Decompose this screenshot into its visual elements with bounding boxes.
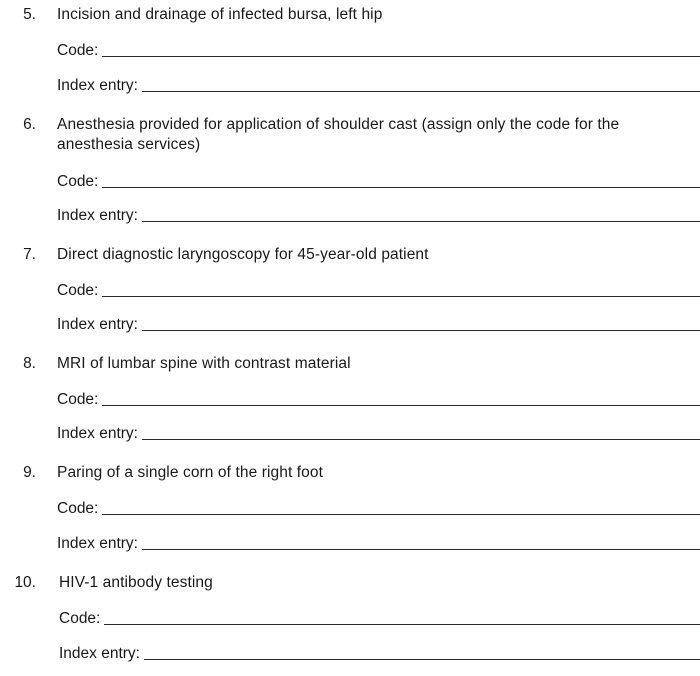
index-entry-blank-line[interactable] xyxy=(142,330,700,331)
code-blank-line[interactable] xyxy=(102,514,700,515)
code-blank-line[interactable] xyxy=(102,56,700,57)
index-entry-answer-field[interactable] xyxy=(57,534,700,554)
code-blank-line[interactable] xyxy=(102,405,700,406)
index-entry-answer-field[interactable] xyxy=(57,424,700,444)
index-entry-label: Index entry: xyxy=(57,77,138,94)
code-label: Code: xyxy=(57,173,99,190)
question-number: 6. xyxy=(23,116,36,133)
code-blank-line[interactable] xyxy=(102,187,700,188)
index-entry-label: Index entry: xyxy=(57,535,138,552)
code-answer-field[interactable] xyxy=(57,172,700,192)
code-label: Code: xyxy=(57,391,99,408)
index-entry-label: Index entry: xyxy=(57,207,138,224)
code-label: Code: xyxy=(57,282,99,299)
index-entry-blank-line[interactable] xyxy=(142,221,700,222)
question-text: HIV-1 antibody testing xyxy=(59,574,213,591)
question-text: Direct diagnostic laryngoscopy for 45-year-old patient xyxy=(57,246,429,263)
code-answer-field[interactable] xyxy=(57,281,700,301)
index-entry-answer-field[interactable] xyxy=(57,76,700,96)
code-label: Code: xyxy=(59,610,101,627)
index-entry-label: Index entry: xyxy=(57,316,138,333)
code-label: Code: xyxy=(57,42,99,59)
question-text: MRI of lumbar spine with contrast material xyxy=(57,355,351,372)
question-number: 10. xyxy=(14,574,36,591)
index-entry-blank-line[interactable] xyxy=(142,549,700,550)
question-number: 9. xyxy=(23,464,36,481)
index-entry-answer-field[interactable] xyxy=(57,206,700,226)
code-label: Code: xyxy=(57,500,99,517)
index-entry-label: Index entry: xyxy=(59,645,140,662)
question-number: 8. xyxy=(23,355,36,372)
code-blank-line[interactable] xyxy=(102,296,700,297)
question-text: Paring of a single corn of the right foot xyxy=(57,464,324,481)
code-blank-line[interactable] xyxy=(104,624,700,625)
code-answer-field[interactable] xyxy=(59,609,700,629)
index-entry-blank-line[interactable] xyxy=(144,659,700,660)
code-answer-field[interactable] xyxy=(57,390,700,410)
question-text: Incision and drainage of infected bursa, left hip xyxy=(57,6,383,23)
code-answer-field[interactable] xyxy=(57,499,700,519)
index-entry-answer-field[interactable] xyxy=(59,644,700,664)
index-entry-blank-line[interactable] xyxy=(142,439,700,440)
question-text: Anesthesia provided for application of shoulder cast (assign only the code for the anesthesia services) xyxy=(57,116,620,153)
code-answer-field[interactable] xyxy=(57,41,700,61)
index-entry-answer-field[interactable] xyxy=(57,315,700,335)
question-number: 7. xyxy=(23,246,36,263)
index-entry-blank-line[interactable] xyxy=(142,91,700,92)
index-entry-label: Index entry: xyxy=(57,425,138,442)
question-number: 5. xyxy=(23,6,36,23)
